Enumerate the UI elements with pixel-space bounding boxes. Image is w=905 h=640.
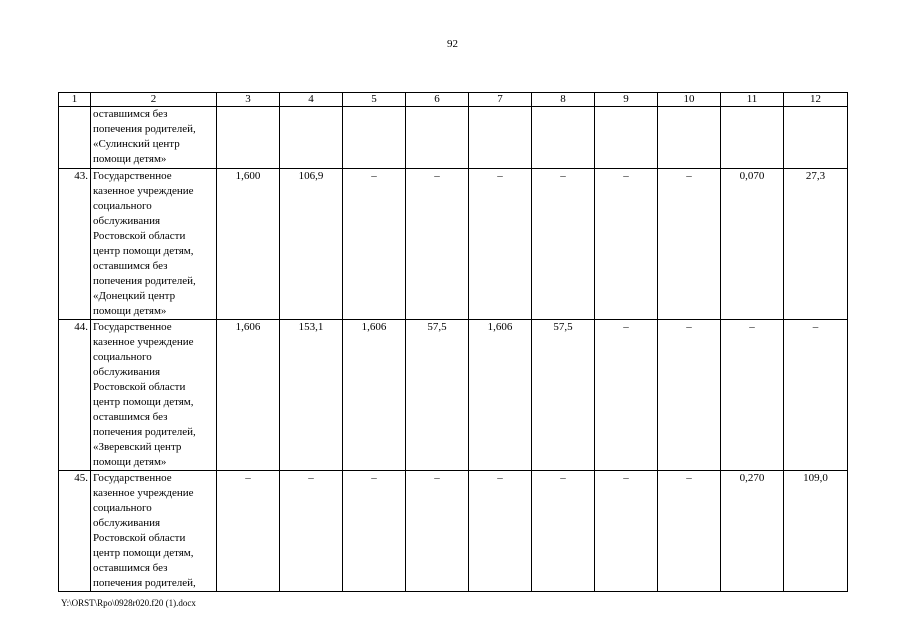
value-cell-col-7: – [469,169,532,320]
value-cell-col-5: – [343,169,406,320]
institution-name-line: оставшимся без [93,260,168,272]
value-cell-col-8: – [532,471,595,592]
institution-name-cell [91,320,217,471]
institution-name-line: обслуживания [93,366,161,378]
institution-name-line: обслуживания [93,215,161,227]
institution-name-line: помощи детям» [93,456,167,468]
institution-name-line: центр помощи детям, [93,547,194,559]
value-cell-col-11: 0,070 [721,169,784,320]
institution-name-cell [91,107,217,169]
table-row [59,471,848,592]
institution-name-line: «Сулинский центр [93,138,180,150]
column-header-3: 3 [217,93,280,107]
institution-name-line: попечения родителей, [93,123,196,135]
value-cell-col-12: 27,3 [784,169,848,320]
value-cell-col-10: – [658,169,721,320]
value-cell-col-5: 1,606 [343,320,406,471]
value-cell-col-7: – [469,471,532,592]
column-header-11: 11 [721,93,784,107]
institution-name-line: Ростовской области [93,230,186,242]
value-cell-col-4: 106,9 [280,169,343,320]
column-header-6: 6 [406,93,469,107]
value-cell-col-9: – [595,471,658,592]
value-cell-col-11: 0,270 [721,471,784,592]
value-cell-col-10: – [658,471,721,592]
column-header-4: 4 [280,93,343,107]
institution-name-line: казенное учреждение [93,487,194,499]
institution-name-line: оставшимся без [93,108,168,120]
value-cell-col-12: – [784,320,848,471]
institution-name-line: оставшимся без [93,562,168,574]
column-header-5: 5 [343,93,406,107]
institution-name-line: обслуживания [93,517,161,529]
value-cell-col-4: – [280,471,343,592]
value-cell-col-11 [721,107,784,169]
row-number-cell: 43. [59,169,91,320]
institution-name-line: помощи детям» [93,153,167,165]
page-number: 92 [447,38,458,50]
value-cell-col-9 [595,107,658,169]
value-cell-col-8: 57,5 [532,320,595,471]
value-cell-col-3: – [217,471,280,592]
value-cell-col-6: – [406,471,469,592]
institution-name-line: казенное учреждение [93,185,194,197]
institution-name-line: попечения родителей, [93,426,196,438]
column-header-10: 10 [658,93,721,107]
institution-name-line: социального [93,502,152,514]
column-header-2: 2 [91,93,217,107]
institution-name-line: казенное учреждение [93,336,194,348]
table-row [59,169,848,320]
value-cell-col-6 [406,107,469,169]
value-cell-col-3: 1,606 [217,320,280,471]
column-header-7: 7 [469,93,532,107]
table-header-row [59,93,848,107]
value-cell-col-8: – [532,169,595,320]
institution-name-line: помощи детям» [93,305,167,317]
row-number-cell: 45. [59,471,91,592]
value-cell-col-11: – [721,320,784,471]
value-cell-col-9: – [595,169,658,320]
institution-name-line: социального [93,351,152,363]
institution-name-line: социального [93,200,152,212]
value-cell-col-12 [784,107,848,169]
value-cell-col-9: – [595,320,658,471]
value-cell-col-3: 1,600 [217,169,280,320]
column-header-8: 8 [532,93,595,107]
table-row [59,320,848,471]
institution-name-line: Государственное [93,170,172,182]
value-cell-col-7: 1,606 [469,320,532,471]
institution-name-line: «Донецкий центр [93,290,176,302]
table-row [59,107,848,169]
institution-name-line: Государственное [93,472,172,484]
data-table [58,92,848,592]
value-cell-col-4 [280,107,343,169]
institution-name-line: Ростовской области [93,532,186,544]
institution-name-line: Ростовской области [93,381,186,393]
value-cell-col-4: 153,1 [280,320,343,471]
column-header-1: 1 [59,93,91,107]
institution-name-cell [91,169,217,320]
value-cell-col-12: 109,0 [784,471,848,592]
institution-name-line: попечения родителей, [93,577,196,589]
row-number-cell [59,107,91,169]
institution-name-line: центр помощи детям, [93,396,194,408]
footer-file-path: Y:\ORST\Rpo\0928r020.f20 (1).docx [61,598,196,608]
institution-name-line: Государственное [93,321,172,333]
value-cell-col-8 [532,107,595,169]
table-body [59,93,848,592]
institution-name-line: «Зверевский центр [93,441,182,453]
value-cell-col-5: – [343,471,406,592]
institution-name-line: попечения родителей, [93,275,196,287]
institution-name-line: центр помощи детям, [93,245,194,257]
institution-name-cell [91,471,217,592]
value-cell-col-3 [217,107,280,169]
value-cell-col-6: 57,5 [406,320,469,471]
institution-name-line: оставшимся без [93,411,168,423]
row-number-cell: 44. [59,320,91,471]
value-cell-col-7 [469,107,532,169]
column-header-12: 12 [784,93,848,107]
value-cell-col-10: – [658,320,721,471]
column-header-9: 9 [595,93,658,107]
value-cell-col-5 [343,107,406,169]
value-cell-col-6: – [406,169,469,320]
value-cell-col-10 [658,107,721,169]
